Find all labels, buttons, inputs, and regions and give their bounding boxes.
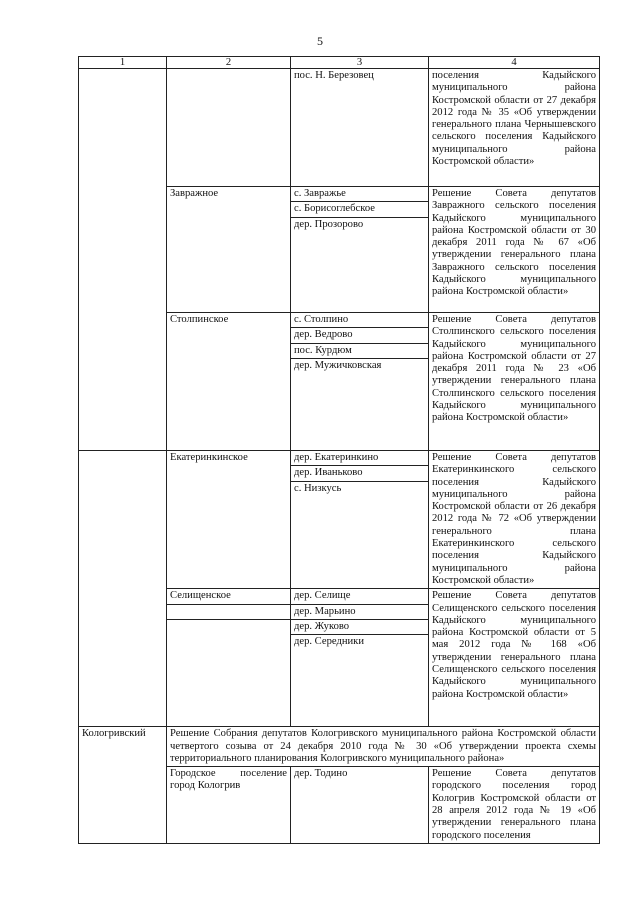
- table-row: [79, 69, 600, 187]
- locality: с. Борисоглебское: [291, 202, 428, 217]
- localities-cell: [291, 589, 429, 727]
- settlement-name: Селищенское: [167, 589, 290, 604]
- locality: дер. Иваньково: [291, 466, 428, 481]
- localities-cell: [291, 69, 429, 187]
- settlement-cell: Завражное: [167, 187, 291, 313]
- locality: дер. Жуково: [291, 620, 428, 635]
- decision-cell: Решение Совета депутатов Столпинского сельского поселения Кадыйского муниципального района Костромской области от 27 декабря 2011 года № 23 «Об утверждении генерального плана Столпинского сельского поселения Кадыйского муниципального района Костромской области»: [429, 313, 600, 451]
- locality: с. Столпино: [291, 313, 428, 328]
- locality: дер. Марьино: [291, 605, 428, 620]
- page-number: 5: [317, 34, 323, 48]
- locality: дер. Середники: [294, 636, 364, 648]
- decision-cell: Решение Совета депутатов Селищенского сельского поселения Кадыйского муниципального района Костромской области от 5 мая 2012 года № 168 «Об утверждении генерального плана Селищенского сельского поселения Кадыйского муниципального района Костромской области»: [429, 589, 600, 727]
- table-row: [79, 727, 600, 767]
- settlement-cell: [167, 589, 291, 727]
- settlement-cell: [167, 69, 291, 187]
- locality: пос. Курдюм: [291, 344, 428, 359]
- decision-cell: Решение Совета депутатов Завражного сельского поселения Кадыйского муниципального района Костромской области от 30 декабря 2011 года № 67 «Об утверждении генерального плана Завражного сельского поселения Кадыйского муниципального района Костромской области»: [429, 187, 600, 313]
- locality: дер. Мужичковская: [294, 359, 382, 371]
- column-header: 3: [291, 57, 429, 69]
- locality: дер. Селище: [291, 589, 428, 604]
- locality: дер. Екатеринкино: [291, 451, 428, 466]
- column-header: 2: [167, 57, 291, 69]
- column-header: 4: [429, 57, 600, 69]
- locality: дер. Тодино: [294, 768, 348, 780]
- district-cell: [79, 69, 167, 451]
- locality: дер. Ведрово: [291, 328, 428, 343]
- localities-cell: [291, 767, 429, 844]
- settlement-cell: Екатеринкинское: [167, 451, 291, 589]
- column-header: 1: [79, 57, 167, 69]
- district-cell: Кологривский: [79, 727, 167, 844]
- localities-cell: [291, 187, 429, 313]
- settlements-table: [78, 56, 600, 844]
- settlement-cell: Столпинское: [167, 313, 291, 451]
- locality: с. Завражье: [291, 187, 428, 202]
- empty-subcell: [167, 605, 290, 620]
- decision-cell: Решение Совета депутатов Екатеринкинского сельского поселения Кадыйского муниципального района Костромской области от 26 декабря 2012 года № 72 «Об утверждении генерального плана Екатеринкинского сельского поселения Кадыйского муниципального района Костромской области»: [429, 451, 600, 589]
- table-header-row: [79, 57, 600, 69]
- settlement-cell: Городское поселение город Кологрив: [167, 767, 291, 844]
- table-row: [79, 451, 600, 589]
- empty-subcell: [167, 620, 290, 634]
- locality: пос. Н. Березовец: [294, 70, 374, 81]
- decision-cell: поселения Кадыйского муниципального района Костромской области от 27 декабря 2012 года № 35 «Об утверждении генерального плана Чернышевского сельского поселения Кадыйского муниципального района Костромской области»: [429, 69, 600, 187]
- locality: дер. Прозорово: [294, 218, 364, 230]
- locality: с. Низкусь: [294, 482, 342, 494]
- district-cell: [79, 451, 167, 727]
- localities-cell: [291, 313, 429, 451]
- district-decision-cell: Решение Собрания депутатов Кологривского муниципального района Костромской области четвертого созыва от 24 декабря 2010 года № 30 «Об утверждении проекта схемы территориального планирования Кологривского муниципального района»: [167, 727, 600, 767]
- localities-cell: [291, 451, 429, 589]
- decision-cell: Решение Совета депутатов городского поселения город Кологрив Костромской области от 28 апреля 2012 года № 19 «Об утверждении генерального плана городского поселения: [429, 767, 600, 844]
